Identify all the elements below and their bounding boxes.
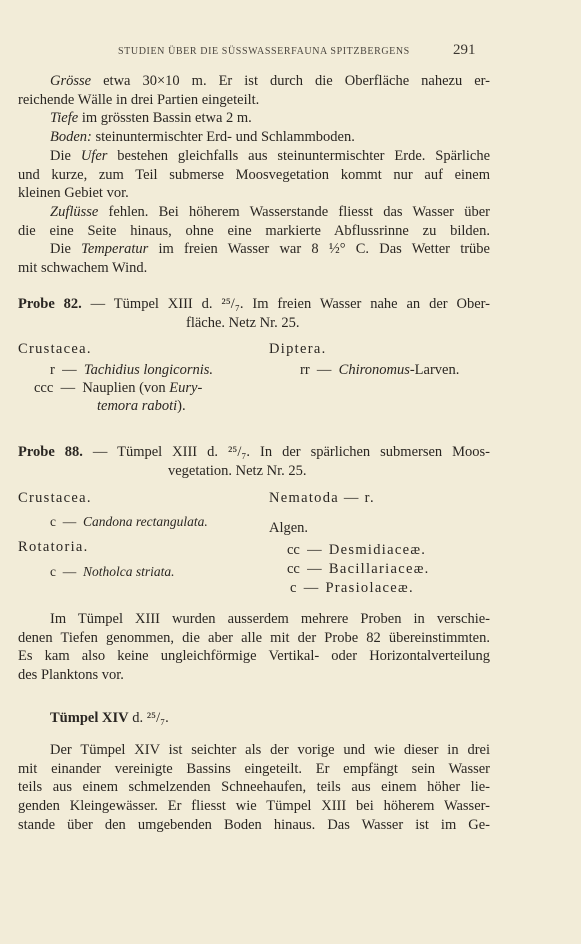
taxon-name: Desmidiaceæ. (328, 542, 427, 558)
probe-82-line-2: fläche. Netz Nr. 25. (186, 314, 300, 331)
probe-82-item-1 (50, 362, 213, 379)
abundance: ccc (34, 380, 54, 396)
tuempel-14-heading (50, 710, 169, 727)
probe-88-nematoda-line: Nematoda — r. (269, 490, 375, 506)
shore-line-3: kleinen Gebiet vor. (18, 185, 129, 202)
size-line (18, 72, 490, 91)
probe-88-rotatoria-heading: Rotatoria. (18, 539, 89, 555)
summary-line-3: Es kam also keine ungleichförmige Vertikal- oder Horizontalverteilung (18, 648, 490, 665)
dash: — (307, 561, 322, 577)
summary-line-2: denen Tiefen genommen, die aber alle mit der Probe 82 übereinstimmten. (18, 629, 490, 646)
probe-88-right-item-2 (287, 561, 430, 578)
intro-paragraphs (18, 72, 490, 278)
taxon-name: Bacillariaceæ. (328, 561, 430, 577)
taxon-suffix: -Larven. (409, 362, 460, 378)
probe-88-label: Probe 88. (18, 444, 83, 460)
shore-line-2: und kurze, zum Teil submerse Moosvegetation kommt nur auf einem (18, 166, 490, 183)
depth-line (18, 109, 490, 128)
temp-label: Temperatur (81, 241, 149, 258)
probe-88-text: — Tümpel XIII d. ²⁵/₇. In der spärlichen submersen Moos- (82, 444, 491, 460)
taxon-pre: Nauplien (von (82, 380, 170, 396)
probe-88-right-item-3 (290, 580, 414, 597)
t14-line-5: stande über den umgebenden Boden hinaus. Das Wasser ist im Ge- (18, 816, 490, 833)
probe-88-line-2: vegetation. Netz Nr. 25. (168, 462, 307, 479)
abundance: c (290, 580, 297, 596)
summary-paragraph (18, 610, 490, 685)
tiefe-label: Tiefe (50, 110, 79, 127)
inflow-line-2: die eine Seite hinaus, ohne eine markierte Abflussrinne zu bilden. (18, 222, 490, 239)
dash: — (62, 514, 77, 529)
tuempel-14-paragraph (18, 741, 490, 835)
summary-line-4: des Planktons vor. (18, 667, 124, 684)
ufer-pre: Die (50, 147, 81, 164)
inflow-line (18, 203, 490, 222)
boden-label: Boden: (50, 129, 92, 146)
taxon-name: Tachidius longicornis. (83, 362, 214, 378)
dash: — (62, 564, 77, 579)
summary-line-1: Im Tümpel XIII wurden ausserdem mehrere Proben in verschie- (50, 611, 490, 627)
temp-text-1: im freien Wasser war 8 ½° C. Das Wetter trübe (148, 241, 490, 258)
ufer-text-1: bestehen gleichfalls aus steinuntermischter Erde. Spärliche (107, 147, 491, 164)
dash: — (62, 362, 77, 378)
probe-82-text: — Tümpel XIII d. ²⁵/₇. Im freien Wasser nahe an der Ober- (81, 296, 490, 312)
probe-82-diptera-heading: Diptera. (269, 341, 327, 357)
page-number: 291 (453, 42, 476, 58)
zufluesse-text-1: fehlen. Bei höherem Wasserstande fliesst das Wasser über (98, 203, 490, 220)
temp-pre: Die (50, 241, 82, 258)
abundance: c (50, 564, 56, 579)
taxon-name: Prasiolaceæ. (325, 580, 414, 596)
running-title: STUDIEN ÜBER DIE SÜSSWASSERFAUNA SPITZBERGENS (118, 46, 410, 57)
abundance: r (50, 362, 55, 378)
section-date: d. ²⁵/₇. (128, 710, 169, 726)
dash: — (307, 542, 322, 558)
size-line-2: reichende Wälle in drei Partien eingeteilt. (18, 91, 260, 108)
taxon-name-cont: temora raboti (97, 398, 178, 414)
probe-82-line-1 (18, 295, 490, 314)
shore-line (18, 147, 490, 166)
probe-82-label: Probe 82. (18, 296, 82, 312)
dash: — (316, 362, 332, 378)
taxon-name: Eury- (169, 380, 203, 396)
t14-line-4: genden Kleingewässer. Er fliesst wie Tümpel XIII bei höherem Wasser- (18, 798, 490, 815)
section-heading: Tümpel XIV (50, 710, 129, 726)
probe-82-item-2-cont (97, 398, 186, 415)
groesse-label: Grösse (50, 73, 92, 89)
dash: — (60, 380, 76, 396)
temperature-line (18, 240, 490, 259)
probe-88-right-item-1 (287, 542, 426, 559)
probe-88-crustacea-heading: Crustacea. (18, 490, 92, 506)
probe-88-left-item-2 (50, 564, 175, 580)
ground-line (18, 128, 490, 147)
t14-line-1: Der Tümpel XIV ist seichter als der vorige und wie dieser in drei (50, 742, 490, 758)
ufer-label: Ufer (80, 147, 108, 164)
dash: — (303, 580, 319, 596)
taxon-post: ). (177, 398, 186, 414)
probe-88-header (18, 443, 490, 480)
probe-82-crustacea-heading: Crustacea. (18, 341, 92, 357)
temperature-line-2: mit schwachem Wind. (18, 260, 148, 277)
abundance: c (50, 514, 56, 529)
taxon-name: Candona rectangulata. (83, 514, 208, 529)
tiefe-text: im grössten Bassin etwa 2 m. (78, 110, 252, 127)
probe-88-algae-heading: Algen. (269, 520, 309, 536)
groesse-text-1: etwa 30×10 m. Er ist durch die Oberfläche nahezu er- (91, 73, 490, 89)
boden-text: steinuntermischter Erd- und Schlammboden. (91, 129, 355, 146)
abundance: cc (287, 561, 300, 577)
abundance: cc (287, 542, 300, 558)
taxon-name: Notholca striata. (83, 564, 175, 579)
probe-88-left-item-1 (50, 514, 208, 530)
zufluesse-label: Zuflüsse (50, 203, 99, 220)
probe-82-right-item-1 (300, 362, 459, 379)
probe-82-header (18, 295, 490, 332)
abundance: rr (300, 362, 310, 378)
probe-82-item-2 (34, 380, 202, 397)
taxon-name: Chironomus (338, 362, 410, 378)
t14-line-3: teils aus einem schmelzenden Schneehaufen, teils aus einem höher lie- (18, 779, 490, 796)
probe-88-line-1 (18, 443, 490, 462)
t14-line-2: mit einander vereinigte Bassins eingeteilt. Er empfängt sein Wasser (18, 760, 490, 777)
